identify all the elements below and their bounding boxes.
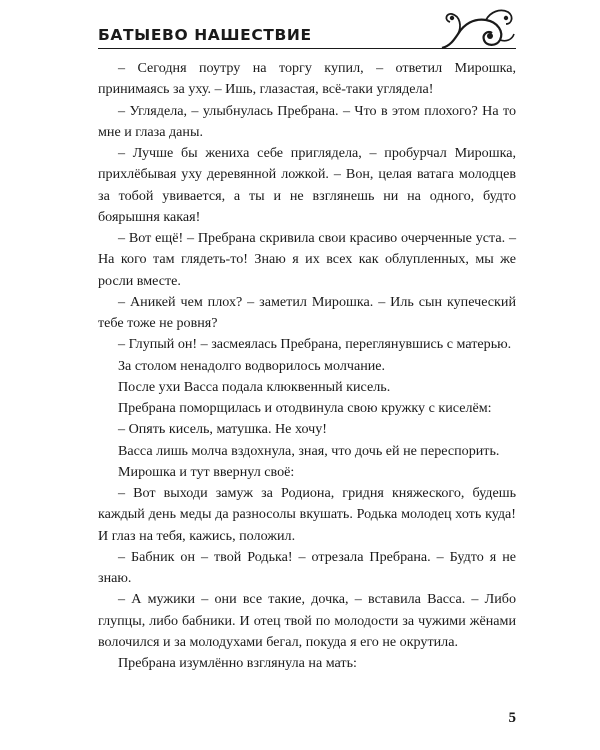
- paragraph: Пребрана изумлённо взглянула на мать:: [118, 655, 357, 671]
- paragraph: После ухи Васса подала клюквенный кисель.: [118, 378, 391, 395]
- paragraph: – А мужики – они все такие, дочка, – вставила Васса. – Либо глупцы, либо бабники. И отец твой по молодости за чужими жёнами волочился и за молодухами бегал, покуда я его не окрутила.: [98, 591, 516, 650]
- paragraph: Мирошка и тут ввернул своё:: [118, 463, 295, 480]
- running-header: [98, 6, 516, 52]
- paragraph: – Вот ещё! – Пребрана скривила свои красиво очерченные уста. – На кого там глядеть-то! Знаю я их всех как облупленных, мы же росли вместе.: [98, 230, 516, 289]
- paragraph: – Лучше бы жениха себе приглядела, – пробурчал Мирошка, прихлёбывая уху деревянной ложкой. – Вон, целая ватага молодцев за тобой увивается, а ты и не взглянешь ни на одного, будто боярышня какая!: [98, 145, 516, 225]
- paragraph: Васса лишь молча вздохнула, зная, что дочь ей не переспорить.: [118, 442, 500, 459]
- page-number: 5: [508, 710, 516, 726]
- paragraph: – Глупый он! – засмеялась Пребрана, переглянувшись с матерью.: [118, 336, 512, 353]
- paragraph: – Опять кисель, матушка. Не хочу!: [118, 421, 327, 438]
- header-rule: [98, 48, 516, 49]
- paragraph: Пребрана поморщилась и отодвинула свою кружку с киселём:: [118, 400, 492, 416]
- paragraph: – Углядела, – улыбнулась Пребрана. – Что в этом плохого? На то мне и глаза даны.: [98, 102, 516, 140]
- paragraph: – Сегодня поутру на торгу купил, – ответил Мирошка, принимаясь за уху. – Ишь, глазастая, всё-таки углядела!: [98, 60, 516, 98]
- paragraph: За столом ненадолго водворилось молчание.: [118, 357, 386, 374]
- running-header-title: БАТЫЕВО НАШЕСТВИЕ: [98, 26, 312, 44]
- body-text: [98, 58, 516, 674]
- paragraph: – Бабник он – твой Родька! – отрезала Пребрана. – Будто я не знаю.: [98, 548, 516, 586]
- paragraph: – Вот выходи замуж за Родиона, гридня княжеского, будешь каждый день меды да разносолы вкушать. Родька молодец хоть куда! И глаз на тебя, кажись, положил.: [98, 485, 516, 544]
- paragraph: – Аникей чем плох? – заметил Мирошка. – Иль сын купеческий тебе тоже не ровня?: [98, 293, 516, 331]
- swirl-ornament-icon: [440, 6, 516, 50]
